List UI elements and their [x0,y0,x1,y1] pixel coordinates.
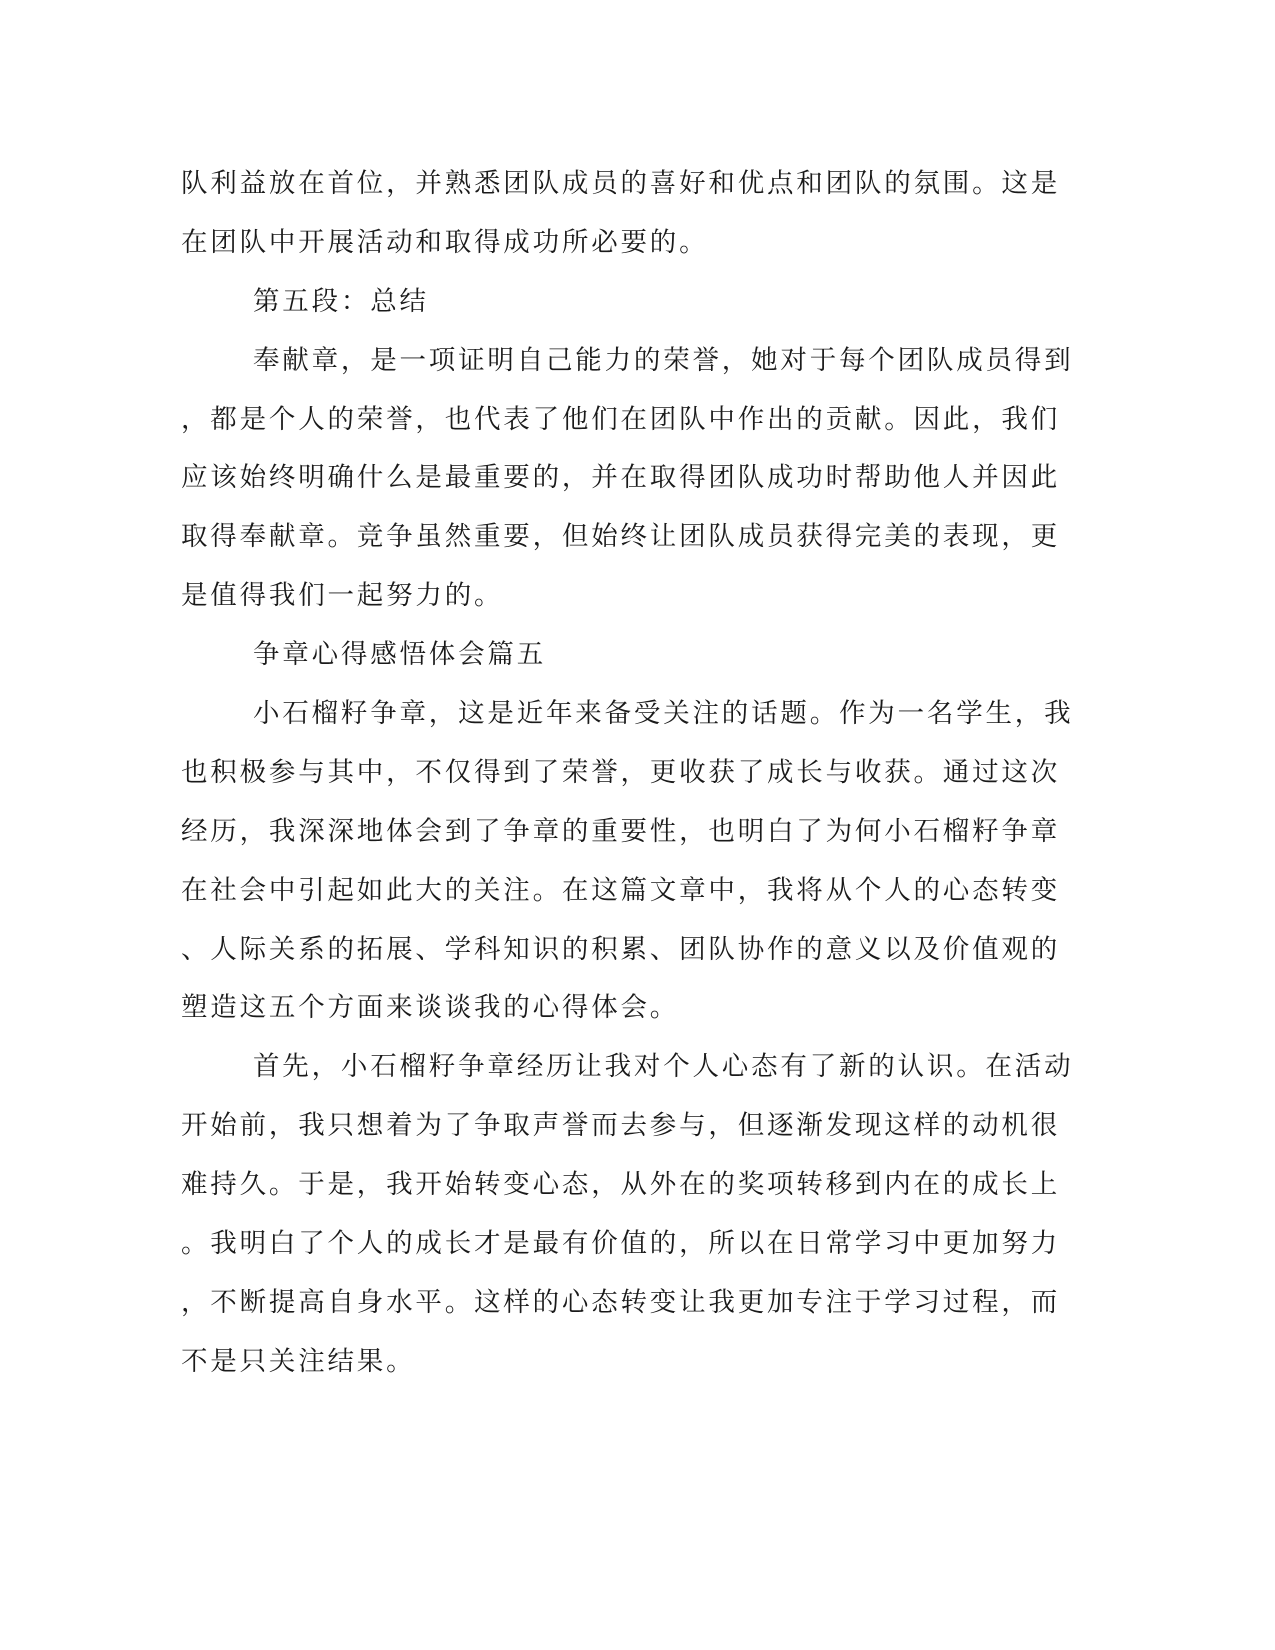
text-line: 在社会中引起如此大的关注。在这篇文章中，我将从个人的心态转变 [181,874,1060,906]
text-line: 奉献章，是一项证明自己能力的荣誉，她对于每个团队成员得到 [253,344,1074,376]
text-line: 。我明白了个人的成长才是最有价值的，所以在日常学习中更加努力 [181,1228,1060,1260]
text-line: ，都是个人的荣誉，也代表了他们在团队中作出的贡献。因此，我们 [181,403,1060,435]
text-line: 塑造这五个方面来谈谈我的心得体会。 [181,992,680,1024]
section-heading: 第五段：总结 [253,285,429,317]
text-line: 也积极参与其中，不仅得到了荣誉，更收获了成长与收获。通过这次 [181,756,1060,788]
text-line: 开始前，我只想着为了争取声誉而去参与，但逐渐发现这样的动机很 [181,1110,1060,1142]
text-line: 在团队中开展活动和取得成功所必要的。 [181,226,709,258]
text-line: 首先，小石榴籽争章经历让我对个人心态有了新的认识。在活动 [253,1051,1074,1083]
text-line: 小石榴籽争章，这是近年来备受关注的话题。作为一名学生，我 [253,698,1074,730]
text-line: ，不断提高自身水平。这样的心态转变让我更加专注于学习过程，而 [181,1286,1060,1318]
text-line: 是值得我们一起努力的。 [181,580,504,612]
text-line: 应该始终明确什么是最重要的，并在取得团队成功时帮助他人并因此 [181,462,1060,494]
document-body [181,155,1074,1392]
text-line: 取得奉献章。竞争虽然重要，但始终让团队成员获得完美的表现，更 [181,521,1060,553]
text-line: 不是只关注结果。 [181,1345,416,1377]
article-title: 争章心得感悟体会篇五 [253,639,546,671]
text-line: 、人际关系的拓展、学科知识的积累、团队协作的意义以及价值观的 [181,933,1060,965]
text-line: 经历，我深深地体会到了争章的重要性，也明白了为何小石榴籽争章 [181,815,1060,847]
text-line: 队利益放在首位，并熟悉团队成员的喜好和优点和团队的氛围。这是 [181,168,1060,199]
text-line: 难持久。于是，我开始转变心态，从外在的奖项转移到内在的成长上 [181,1169,1060,1201]
